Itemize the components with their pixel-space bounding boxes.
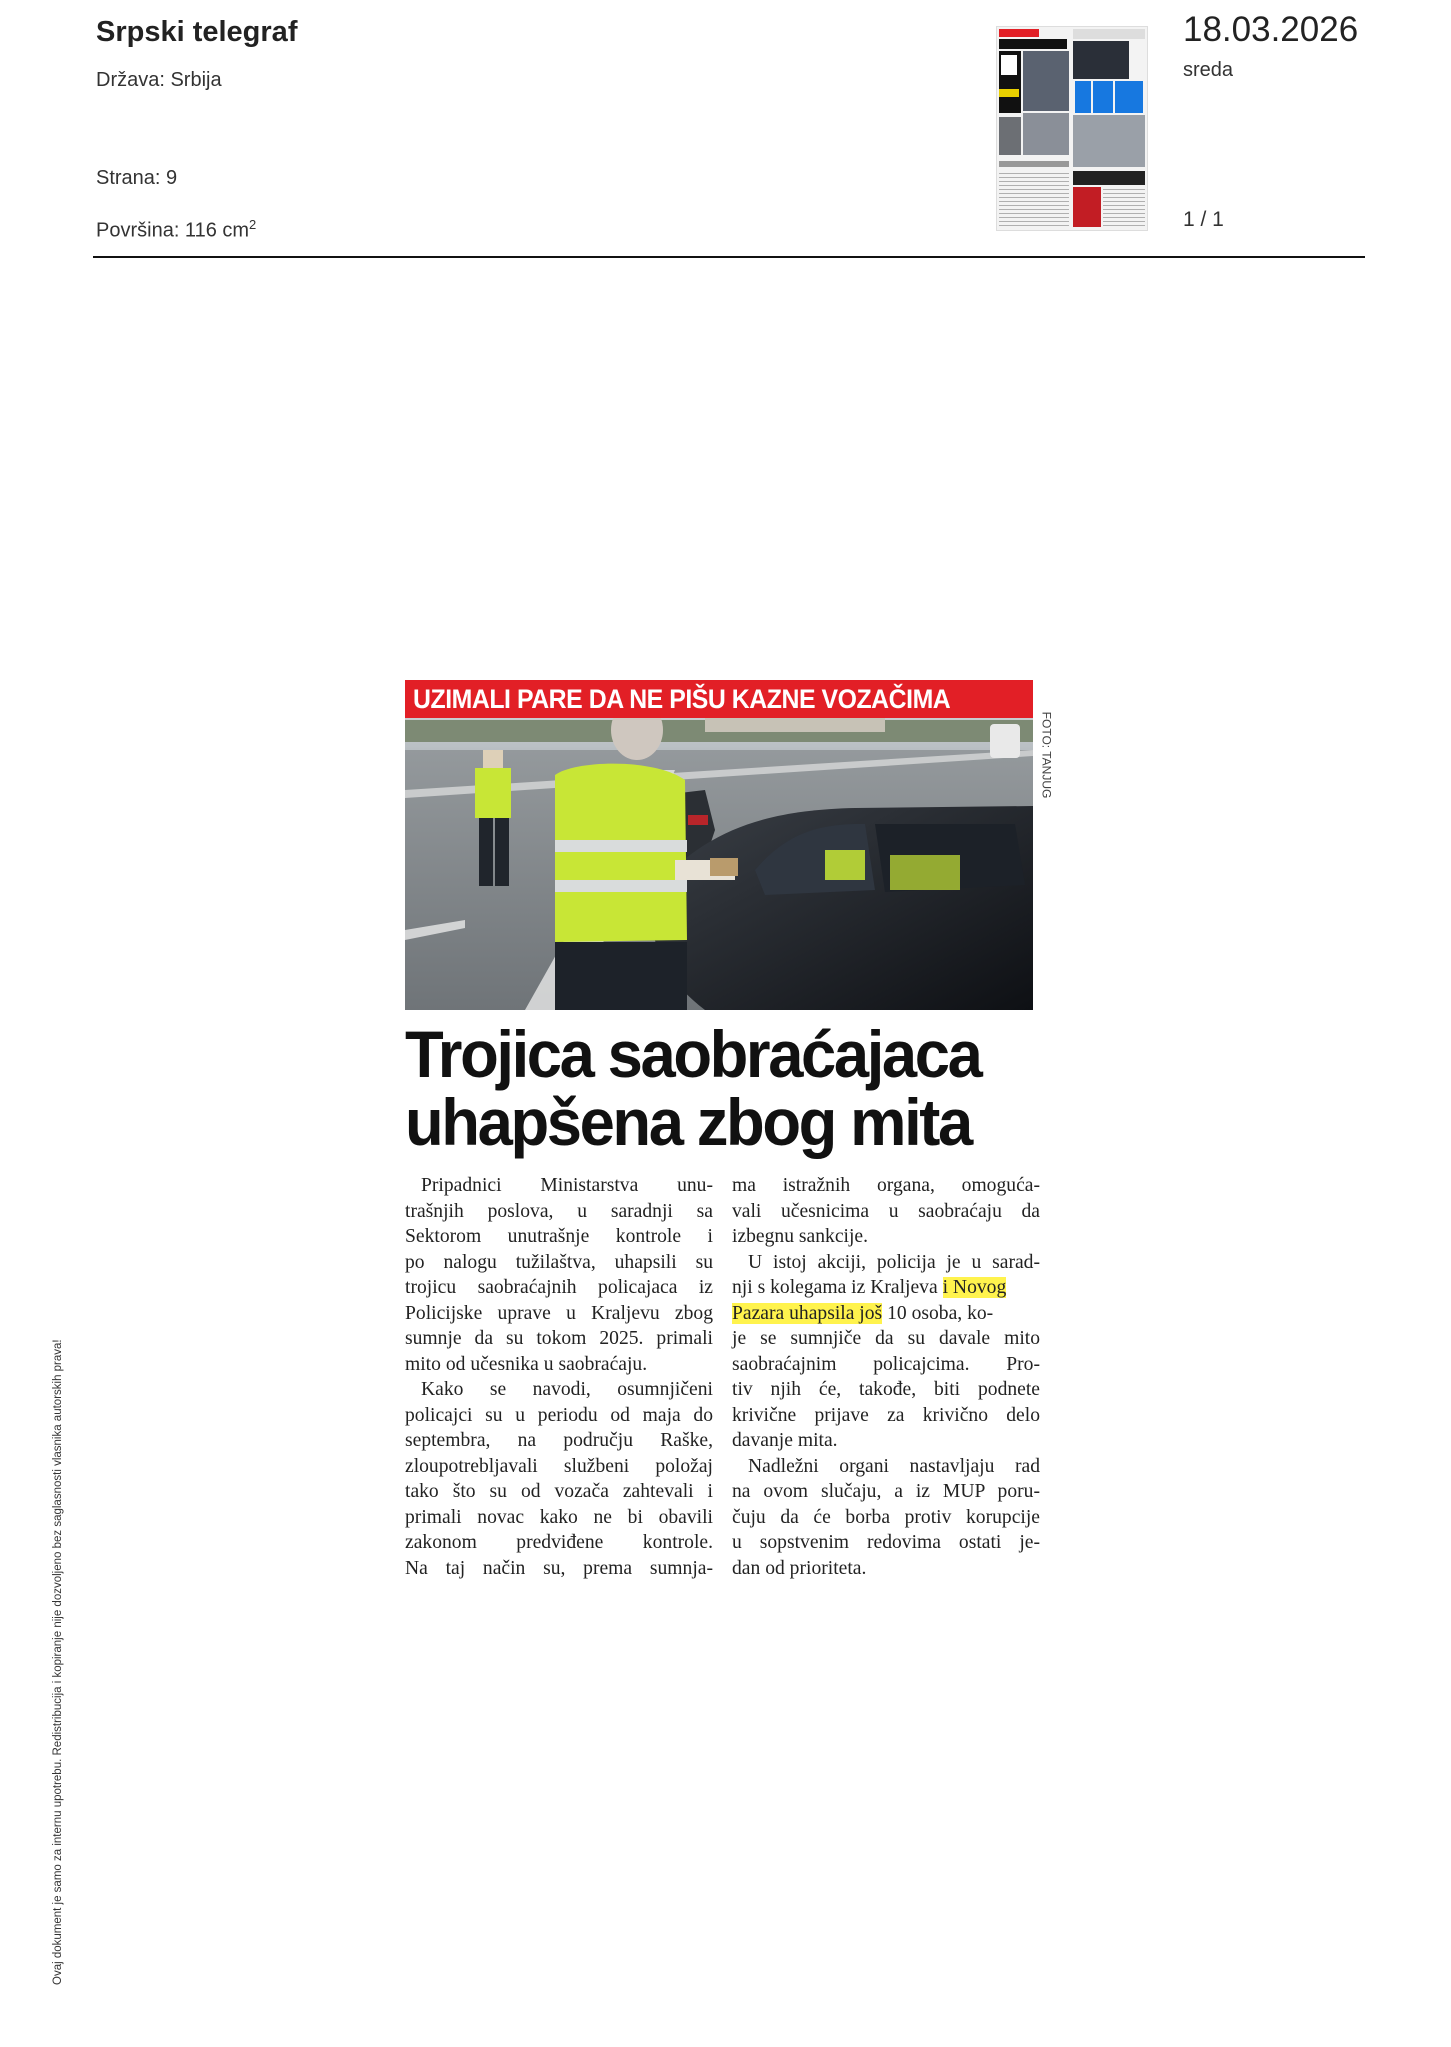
article-kicker: UZIMALI PARE DA NE PIŠU KAZNE VOZAČIMA <box>413 684 951 714</box>
body-line <box>732 1275 1040 1301</box>
photo-credit-text: FOTO: TANJUG <box>1039 711 1054 799</box>
page-label: Strana: 9 <box>96 167 178 189</box>
header-divider <box>93 256 1365 258</box>
issue-weekday: sreda <box>1183 59 1234 81</box>
body-line: tiv njih će, takođe, biti podnete <box>732 1379 1040 1400</box>
body-line: davanje mita. <box>732 1430 838 1451</box>
area-value: Površina: 116 cm <box>96 219 250 242</box>
body-line: trojicu saobraćajnih policajaca iz <box>405 1277 713 1298</box>
body-line: trašnjih poslova, u saradnji sa <box>405 1200 713 1222</box>
body-line: Kako se navodi, osumnjičeni <box>421 1379 713 1400</box>
body-line: je se sumnjiče da su davale mito <box>732 1328 1040 1349</box>
photo-credit <box>1037 711 1054 799</box>
highlighted-text: Pazara uhapsila još <box>732 1302 883 1324</box>
area-label <box>96 217 256 243</box>
body-line: čuju da će borba protiv korupcije <box>732 1506 1040 1528</box>
article-kicker-banner <box>405 680 1033 718</box>
body-line: Sektorom unutrašnje kontrole i <box>405 1226 713 1247</box>
body-line: Policijske uprave u Kraljevu zbog <box>405 1302 713 1324</box>
publication-name: Srpski telegraf <box>96 16 298 48</box>
body-line: zloupotrebljavali službeni položaj <box>405 1455 713 1477</box>
body-line: krivične prijave za krivično delo <box>732 1404 1040 1426</box>
page-counter: 1 / 1 <box>1183 208 1224 231</box>
headline-line-1: Trojica saobraćajaca <box>405 1017 981 1091</box>
copyright-notice: Ovaj dokument je samo za internu upotrebu. Redistribucija i kopiranje nije dozvoljeno bez saglasnosti vlasnika autorskih prava! <box>52 1339 64 1985</box>
body-line <box>732 1301 1040 1327</box>
headline-line-2: uhapšena zbog mita <box>405 1085 971 1159</box>
body-line: zakonom predviđene kontrole. <box>405 1532 713 1553</box>
issue-date: 18.03.2026 <box>1183 10 1359 49</box>
body-line: dan od prioriteta. <box>732 1557 867 1579</box>
article-photo <box>405 680 1033 1010</box>
body-line: Na taj način su, prema sumnja- <box>405 1557 713 1579</box>
article-body-right-column <box>732 1173 1040 1581</box>
body-text: nji s kolegama iz Kraljeva <box>732 1277 938 1298</box>
body-line: sumnje da su tokom 2025. primali <box>405 1328 713 1349</box>
body-line: tako što su od vozača zahtevali i <box>405 1481 713 1502</box>
body-line: saobraćajnim policajcima. Pro- <box>732 1353 1040 1375</box>
body-line: septembra, na području Raške, <box>405 1430 713 1451</box>
body-line: vali učesnicima u saobraćaju da <box>732 1200 1040 1222</box>
area-unit-superscript: 2 <box>249 217 257 232</box>
body-line: izbegnu sankcije. <box>732 1226 869 1247</box>
body-line: na ovom slučaju, a iz MUP poru- <box>732 1481 1040 1502</box>
page-thumbnail[interactable] <box>996 26 1148 231</box>
body-line: Pripadnici Ministarstva unu- <box>421 1175 713 1196</box>
body-line: ma istražnih organa, omoguća- <box>732 1175 1040 1196</box>
article-body-left-column <box>405 1173 713 1581</box>
body-line: po nalogu tužilaštva, uhapsili su <box>405 1251 713 1273</box>
body-line: Nadležni organi nastavljaju rad <box>748 1455 1040 1477</box>
article-headline <box>405 1017 1045 1159</box>
police-traffic-stop-image <box>405 680 1033 1010</box>
body-line: U istoj akciji, policija je u sarad- <box>748 1251 1040 1273</box>
highlighted-text: i Novog <box>942 1277 1007 1298</box>
body-line: u sopstvenim redovima ostati je- <box>732 1532 1040 1553</box>
body-line: mito od učesnika u saobraćaju. <box>405 1353 648 1375</box>
country-label: Država: Srbija <box>96 69 222 91</box>
body-line: primali novac kako ne bi obavili <box>405 1506 713 1528</box>
body-text: 10 osoba, ko- <box>887 1302 994 1324</box>
body-line: policajci su u periodu od maja do <box>405 1404 713 1426</box>
